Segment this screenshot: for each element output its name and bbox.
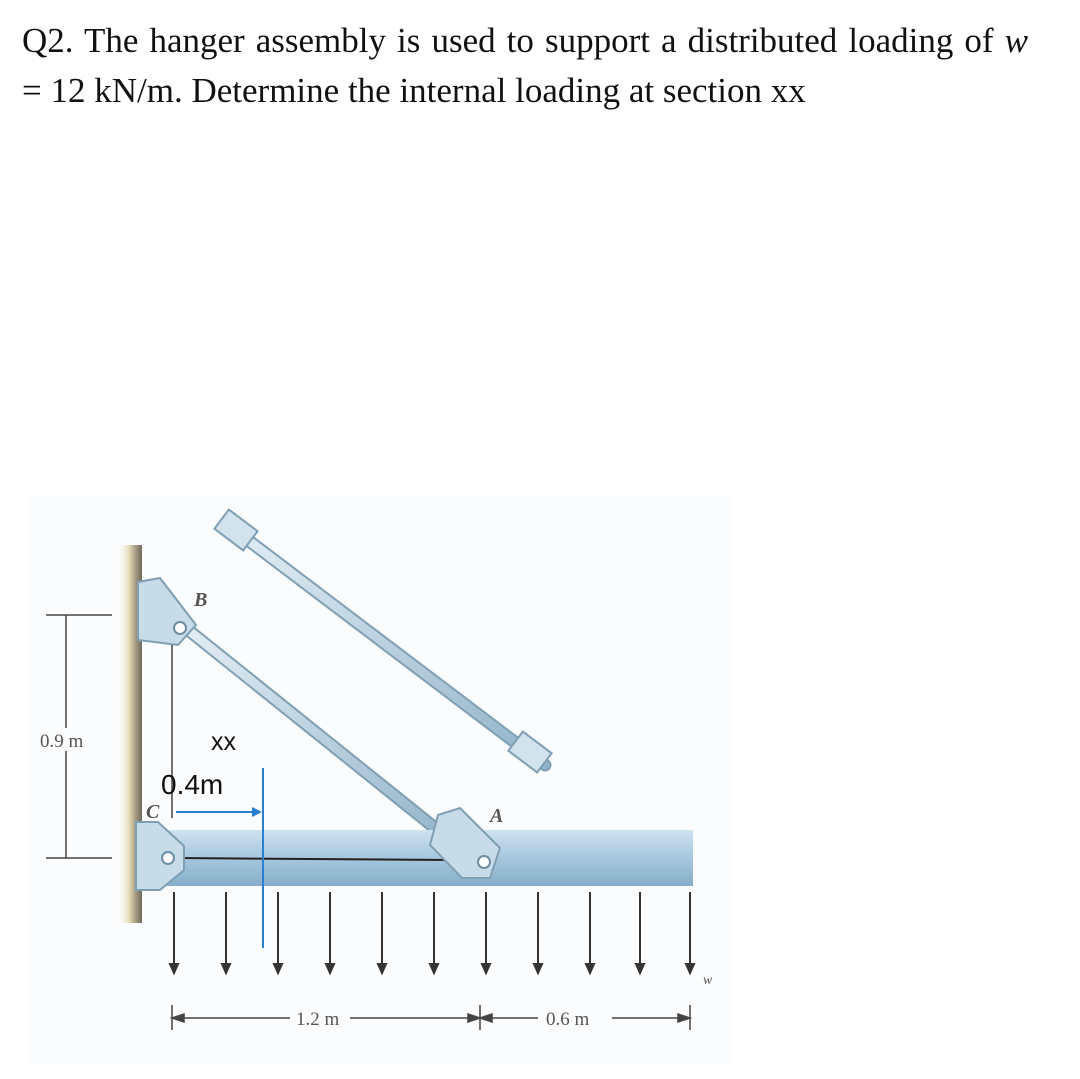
height-dimension-label: 0.9 m — [40, 731, 84, 752]
section-distance-label: 0.4m — [161, 769, 224, 800]
section-xx-label: xx — [211, 728, 236, 756]
span-left-label: 1.2 m — [296, 1009, 340, 1030]
point-c-label: C — [146, 801, 160, 823]
load-value: 12 kN/m. — [50, 71, 183, 110]
question-body-1: The hanger assembly is used to support a distributed loading of — [83, 21, 994, 60]
load-variable: w — [1004, 21, 1028, 60]
question-body-2: Determine the internal loading at section xx — [191, 71, 806, 110]
point-b-label: B — [194, 589, 208, 611]
span-right-label: 0.6 m — [546, 1009, 590, 1030]
point-a-label: A — [490, 805, 504, 827]
equals-sign: = — [22, 71, 42, 110]
question-number: Q2. — [22, 21, 74, 60]
load-label: w — [703, 973, 713, 988]
